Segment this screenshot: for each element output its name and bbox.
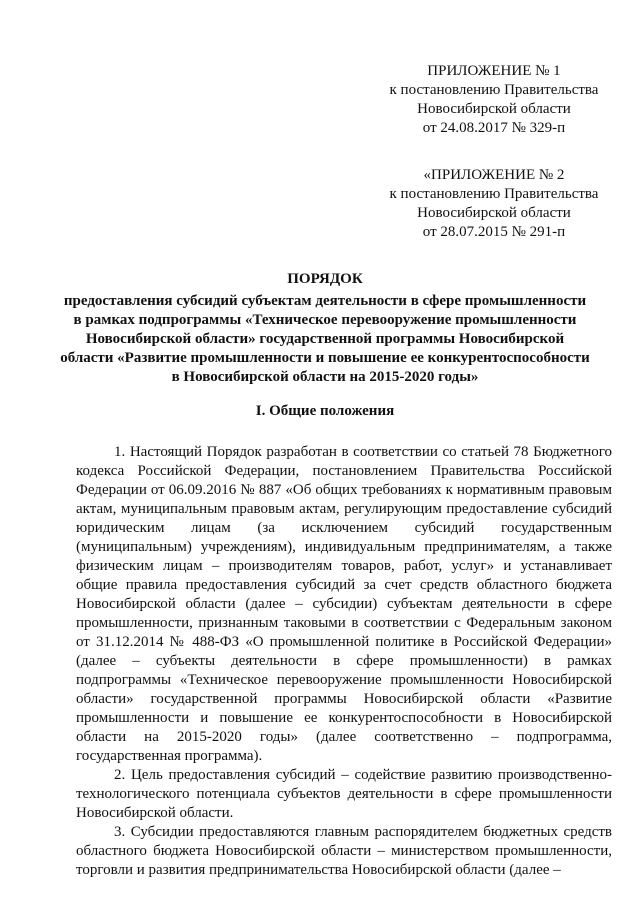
title-line: области «Развитие промышленности и повышение ее конкурентоспособности [60,350,590,366]
annex-2-date: от 28.07.2015 № 291-п [422,224,566,240]
title-line: в Новосибирской области на 2015-2020 годы» [171,369,479,385]
annex-2-title: «ПРИЛОЖЕНИЕ № 2 [423,167,565,183]
section-heading: I. Общие положения [255,403,395,419]
annex-1-ref: к постановлению Правительства [389,82,599,98]
paragraph-1: 1. Настоящий Порядок разработан в соответствии со статьей 78 Бюджетного кодекса Российской Федерации, постановлением Правительства Российской Федерации от 06.09.2016 № 887 «Об общих требованиях к нормативным правовым актам, муниципальным правовым актам, регулирующим предоставление субсидий юридическим лицам (за исключением субсидий государственным (муниципальным) учреждениям), индивидуальным предпринимателям, а также физическим лицам – производителям товаров, работ, услуг» и устанавливает общие правила предоставления субсидий за счет средств областного бюджета Новосибирской области (далее – субсидии) субъектам деятельности в сфере промышленности, признанным таковыми в соответствии с Федеральным законом от 31.12.2014 № 488-ФЗ «О промышленной политике в Российской Федерации» (далее – субъекты деятельности в сфере промышленности) в рамках подпрограммы «Техническое перевооружение промышленности Новосибирской области» государственной программы Новосибирской области «Развитие промышленности и повышение ее конкурентоспособности в Новосибирской области на 2015-2020 годы» (далее соответственно – подпрограмма, государственная программа). [76,444,612,764]
annex-2-ref: к постановлению Правительства [389,186,599,202]
annex-2-header [376,166,612,242]
paragraph-2: 2. Цель предоставления субсидий – содействие развитию производственно-технологического потенциала субъектов деятельности в сфере промышленности Новосибирской области. [76,767,612,821]
title-line: в рамках подпрограммы «Техническое перевооружение промышленности [73,312,577,328]
annex-2-region: Новосибирской области [417,205,571,221]
document-body [76,443,612,880]
paragraph-3: 3. Субсидии предоставляются главным распорядителем бюджетных средств областного бюджета Новосибирской области – министерством промышленности, торговли и развития предпринимательства Новосибирской области (далее – [76,824,612,878]
annex-1-region: Новосибирской области [417,101,571,117]
title-heading: ПОРЯДОК [287,271,363,287]
title-line: предоставления субсидий субъектам деятельности в сфере промышленности [63,293,587,309]
annex-1-date: от 24.08.2017 № 329-п [422,120,566,136]
title-line: Новосибирской области» государственной программы Новосибирской [85,331,565,347]
document-title [60,270,590,387]
annex-1-header [376,62,612,138]
annex-1-title: ПРИЛОЖЕНИЕ № 1 [427,63,561,79]
